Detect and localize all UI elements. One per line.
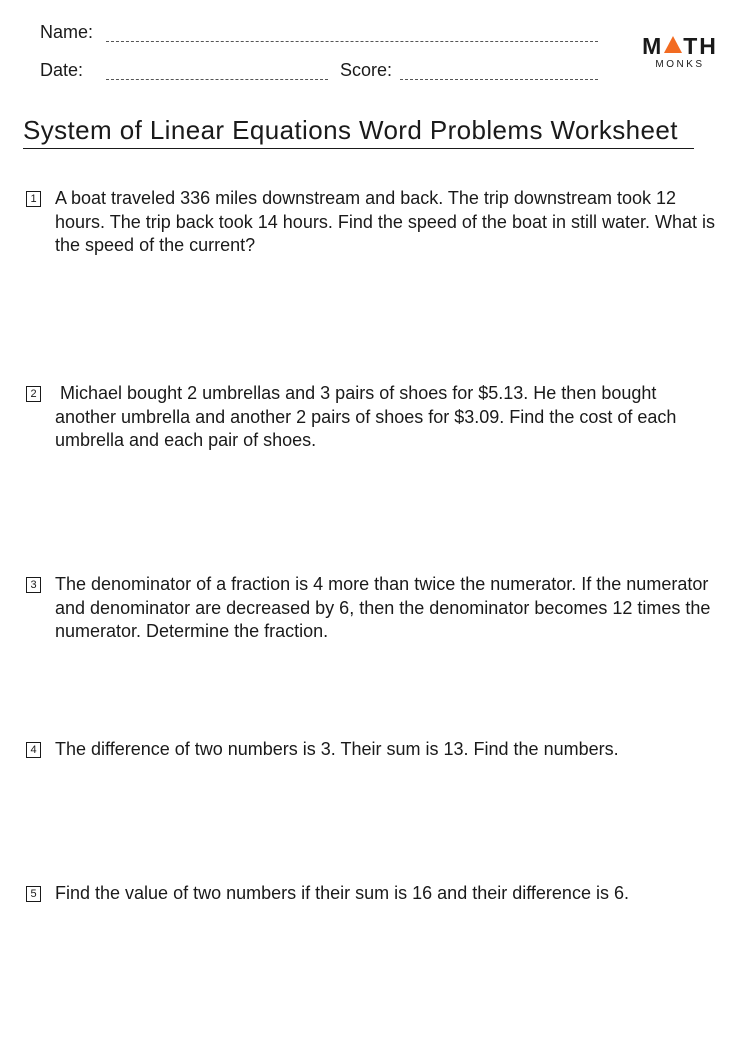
question-item — [26, 882, 716, 906]
question-item — [26, 187, 716, 258]
date-label: Date: — [40, 60, 84, 80]
score-label: Score: — [340, 60, 393, 80]
date-field[interactable] — [106, 79, 328, 80]
question-number-box: 4 — [26, 742, 41, 758]
question-text: A boat traveled 336 miles downstream and back. The trip downstream took 12 hours. The trip back took 14 hours. Find the speed of the boat in still water. What is the speed of the current? — [55, 188, 716, 255]
math-monks-logo — [640, 34, 720, 71]
name-field[interactable] — [106, 41, 598, 42]
logo-letters-th: TH — [683, 33, 718, 59]
logo-wordmark — [640, 34, 720, 58]
question-text: The difference of two numbers is 3. Their sum is 13. Find the numbers. — [55, 739, 619, 759]
name-label: Name: — [40, 22, 94, 42]
logo-letter-m: M — [642, 33, 664, 59]
score-field[interactable] — [400, 79, 598, 80]
question-text: Michael bought 2 umbrellas and 3 pairs of shoes for $5.13. He then bought another umbrella and another 2 pairs of shoes for $3.09. Find the cost of each umbrella and each pair of shoes. — [55, 383, 682, 450]
question-text: Find the value of two numbers if their sum is 16 and their difference is 6. — [55, 883, 629, 903]
worksheet-title: System of Linear Equations Word Problems Worksheet — [23, 113, 694, 149]
question-number-box: 1 — [26, 191, 41, 207]
logo-subtext: MONKS — [655, 59, 705, 70]
question-number-box: 2 — [26, 386, 41, 402]
question-number-box: 3 — [26, 577, 41, 593]
logo-triangle-icon — [664, 36, 682, 53]
question-item — [26, 573, 716, 644]
question-text: The denominator of a fraction is 4 more than twice the numerator. If the numerator and denominator are decreased by 6, then the denominator becomes 12 times the numerator. Determine the fraction. — [55, 574, 711, 641]
question-item — [26, 738, 716, 762]
question-number-box: 5 — [26, 886, 41, 902]
question-item — [26, 382, 716, 453]
